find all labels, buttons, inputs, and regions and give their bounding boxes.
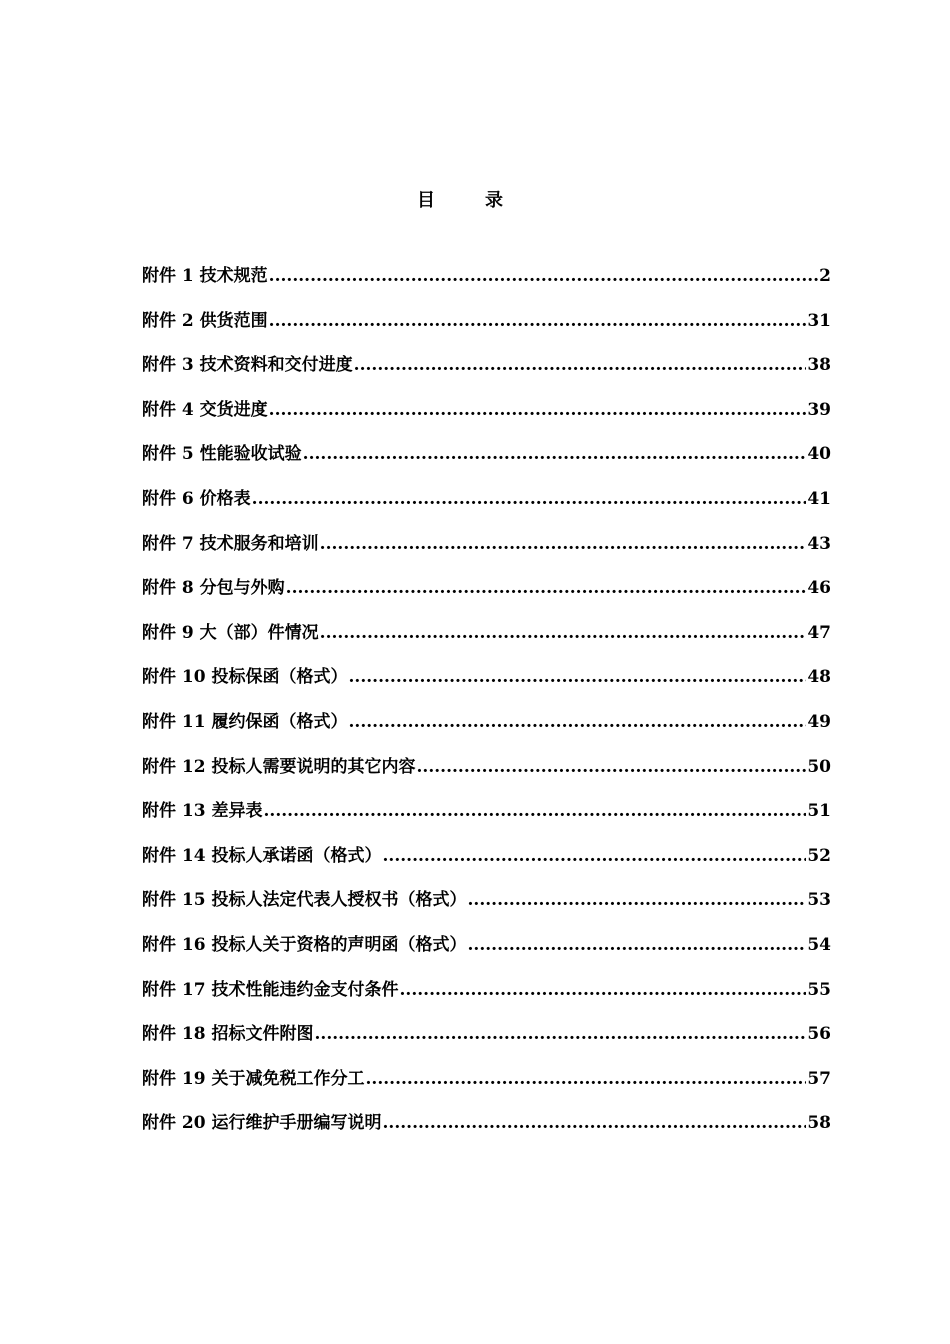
toc-dot-leader bbox=[320, 526, 807, 562]
toc-page-number: 55 bbox=[807, 979, 831, 1000]
toc-page-number: 53 bbox=[807, 890, 831, 911]
toc-dot-leader bbox=[417, 749, 807, 785]
toc-entry-text: 附件 8 分包与外购 bbox=[142, 578, 285, 599]
toc-dot-leader bbox=[349, 659, 807, 695]
toc-page-number: 50 bbox=[807, 756, 831, 777]
toc-page-number: 41 bbox=[807, 488, 831, 509]
toc-entry-text: 附件 2 供货范围 bbox=[142, 310, 268, 331]
toc-entry-text: 附件 9 大（部）件情况 bbox=[142, 622, 319, 643]
toc-entry[interactable] bbox=[142, 838, 831, 883]
toc-entry-text: 附件 12 投标人需要说明的其它内容 bbox=[142, 756, 416, 777]
toc-dot-leader bbox=[383, 838, 807, 874]
toc-entry[interactable] bbox=[142, 258, 831, 303]
toc-page-number: 54 bbox=[807, 934, 831, 955]
toc-page-number: 2 bbox=[819, 266, 831, 286]
toc-entry[interactable] bbox=[142, 749, 831, 794]
toc-page-number: 58 bbox=[807, 1113, 831, 1134]
toc-page-number: 39 bbox=[807, 399, 831, 420]
toc-entry[interactable] bbox=[142, 347, 831, 392]
toc-entry[interactable] bbox=[142, 1016, 831, 1061]
toc-entry[interactable] bbox=[142, 436, 831, 481]
toc-page-number: 40 bbox=[807, 444, 831, 465]
toc-dot-leader bbox=[269, 392, 807, 428]
toc-dot-leader bbox=[315, 1016, 807, 1052]
toc-page-number: 49 bbox=[807, 711, 831, 732]
toc-entry-text: 附件 19 关于减免税工作分工 bbox=[142, 1068, 365, 1089]
toc-entry[interactable] bbox=[142, 1061, 831, 1106]
toc-entry-text: 附件 1 技术规范 bbox=[142, 266, 268, 286]
toc-entry[interactable] bbox=[142, 570, 831, 615]
toc-page-number: 48 bbox=[807, 667, 831, 688]
toc-entry-text: 附件 5 性能验收试验 bbox=[142, 444, 302, 465]
toc-dot-leader bbox=[400, 972, 807, 1008]
toc-page-number: 56 bbox=[807, 1024, 831, 1045]
toc-dot-leader bbox=[383, 1105, 807, 1141]
toc-entry-text: 附件 14 投标人承诺函（格式） bbox=[142, 845, 382, 866]
toc-dot-leader bbox=[264, 793, 807, 829]
toc-entry[interactable] bbox=[142, 972, 831, 1017]
toc-entry-text: 附件 20 运行维护手册编写说明 bbox=[142, 1113, 382, 1134]
toc-entry-text: 附件 6 价格表 bbox=[142, 488, 251, 509]
toc-dot-leader bbox=[366, 1061, 807, 1097]
toc-dot-leader bbox=[468, 927, 807, 963]
toc-dot-leader bbox=[252, 481, 807, 517]
toc-page-number: 47 bbox=[807, 622, 831, 643]
toc-entry-text: 附件 4 交货进度 bbox=[142, 399, 268, 420]
toc-dot-leader bbox=[286, 570, 807, 606]
toc-page-number: 43 bbox=[807, 533, 831, 554]
toc-entry[interactable] bbox=[142, 526, 831, 571]
toc-page-number: 46 bbox=[807, 578, 831, 599]
toc-page-number: 31 bbox=[807, 310, 831, 331]
toc-entry[interactable] bbox=[142, 1105, 831, 1150]
toc-page-number: 51 bbox=[807, 801, 831, 822]
toc-entry[interactable] bbox=[142, 481, 831, 526]
toc-entry-text: 附件 17 技术性能违约金支付条件 bbox=[142, 979, 399, 1000]
toc-dot-leader bbox=[320, 615, 807, 651]
toc-entry-text: 附件 11 履约保函（格式） bbox=[142, 711, 348, 732]
toc-dot-leader bbox=[269, 258, 818, 294]
toc-dot-leader bbox=[354, 347, 807, 383]
toc-list bbox=[142, 258, 831, 1150]
toc-entry-text: 附件 15 投标人法定代表人授权书（格式） bbox=[142, 890, 467, 911]
toc-entry[interactable] bbox=[142, 793, 831, 838]
toc-entry[interactable] bbox=[142, 303, 831, 348]
toc-entry-text: 附件 10 投标保函（格式） bbox=[142, 667, 348, 688]
toc-title: 目录 bbox=[417, 190, 553, 211]
toc-dot-leader bbox=[303, 436, 807, 472]
toc-page-number: 57 bbox=[807, 1068, 831, 1089]
toc-entry-text: 附件 13 差异表 bbox=[142, 801, 263, 822]
toc-entry-text: 附件 16 投标人关于资格的声明函（格式） bbox=[142, 934, 467, 955]
toc-entry[interactable] bbox=[142, 882, 831, 927]
toc-entry[interactable] bbox=[142, 927, 831, 972]
toc-entry-text: 附件 7 技术服务和培训 bbox=[142, 533, 319, 554]
toc-dot-leader bbox=[468, 882, 807, 918]
toc-entry-text: 附件 3 技术资料和交付进度 bbox=[142, 355, 353, 376]
toc-dot-leader bbox=[269, 303, 807, 339]
toc-entry[interactable] bbox=[142, 392, 831, 437]
toc-page-number: 38 bbox=[807, 355, 831, 376]
toc-entry[interactable] bbox=[142, 615, 831, 660]
toc-dot-leader bbox=[349, 704, 807, 740]
toc-entry-text: 附件 18 招标文件附图 bbox=[142, 1024, 314, 1045]
toc-entry[interactable] bbox=[142, 659, 831, 704]
toc-entry[interactable] bbox=[142, 704, 831, 749]
toc-page-number: 52 bbox=[807, 845, 831, 866]
